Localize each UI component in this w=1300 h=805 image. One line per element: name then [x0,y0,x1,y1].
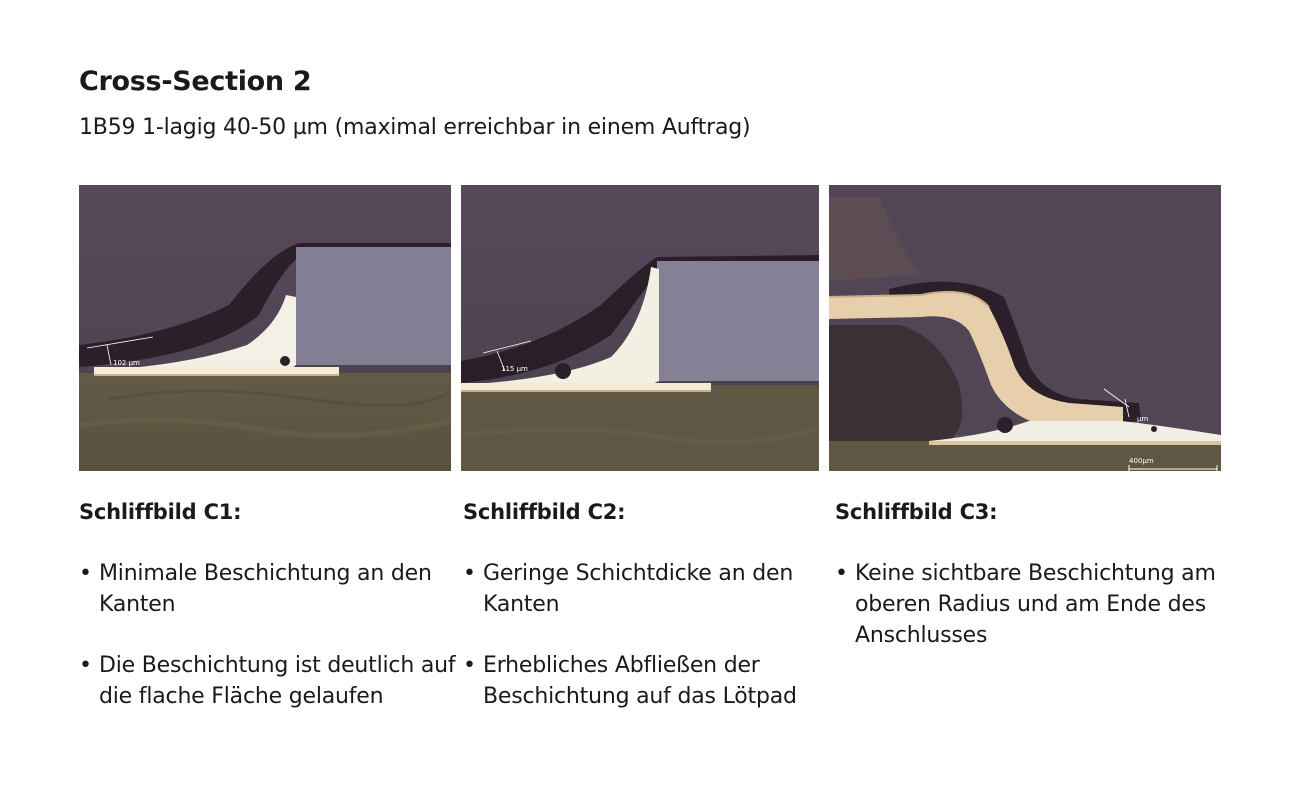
page-title: Cross-Section 2 [79,66,312,97]
micrograph-c2 [461,185,819,471]
list-item: • Minimale Beschichtung an den Kanten [79,558,459,620]
column-heading-c3: Schliffbild C3: [835,500,998,524]
column-c2 [463,500,835,742]
bullet-icon: • [79,653,92,678]
list-item: • Die Beschichtung ist deutlich auf die flache Fläche gelaufen [79,650,459,712]
list-item: • Geringe Schichtdicke an den Kanten [463,558,835,620]
list-item: • Erhebliches Abfließen der Beschichtung auf das Lötpad [463,650,835,712]
scale-bar-label: 400µm [1129,457,1154,465]
column-heading-c2: Schliffbild C2: [463,500,626,524]
list-item: • Keine sichtbare Beschichtung am oberen Radius und am Ende des Anschlusses [835,558,1235,651]
column-c3 [835,500,1235,681]
measurement-label-c1: 102 µm [113,359,140,367]
bullet-icon: • [835,561,848,586]
bullet-list-c2 [463,558,835,712]
measurement-label-c3: µm [1137,415,1149,423]
bullet-icon: • [463,653,476,678]
measurement-label-c2: 115 µm [501,365,528,373]
micrograph-c1 [79,185,451,471]
bullet-icon: • [79,561,92,586]
bullet-icon: • [463,561,476,586]
page-subtitle: 1B59 1-lagig 40-50 µm (maximal erreichbar in einem Auftrag) [79,115,751,140]
column-c1 [79,500,459,742]
bullet-list-c3 [835,558,1235,651]
column-heading-c1: Schliffbild C1: [79,500,242,524]
bullet-list-c1 [79,558,459,712]
micrograph-c3 [829,185,1221,471]
